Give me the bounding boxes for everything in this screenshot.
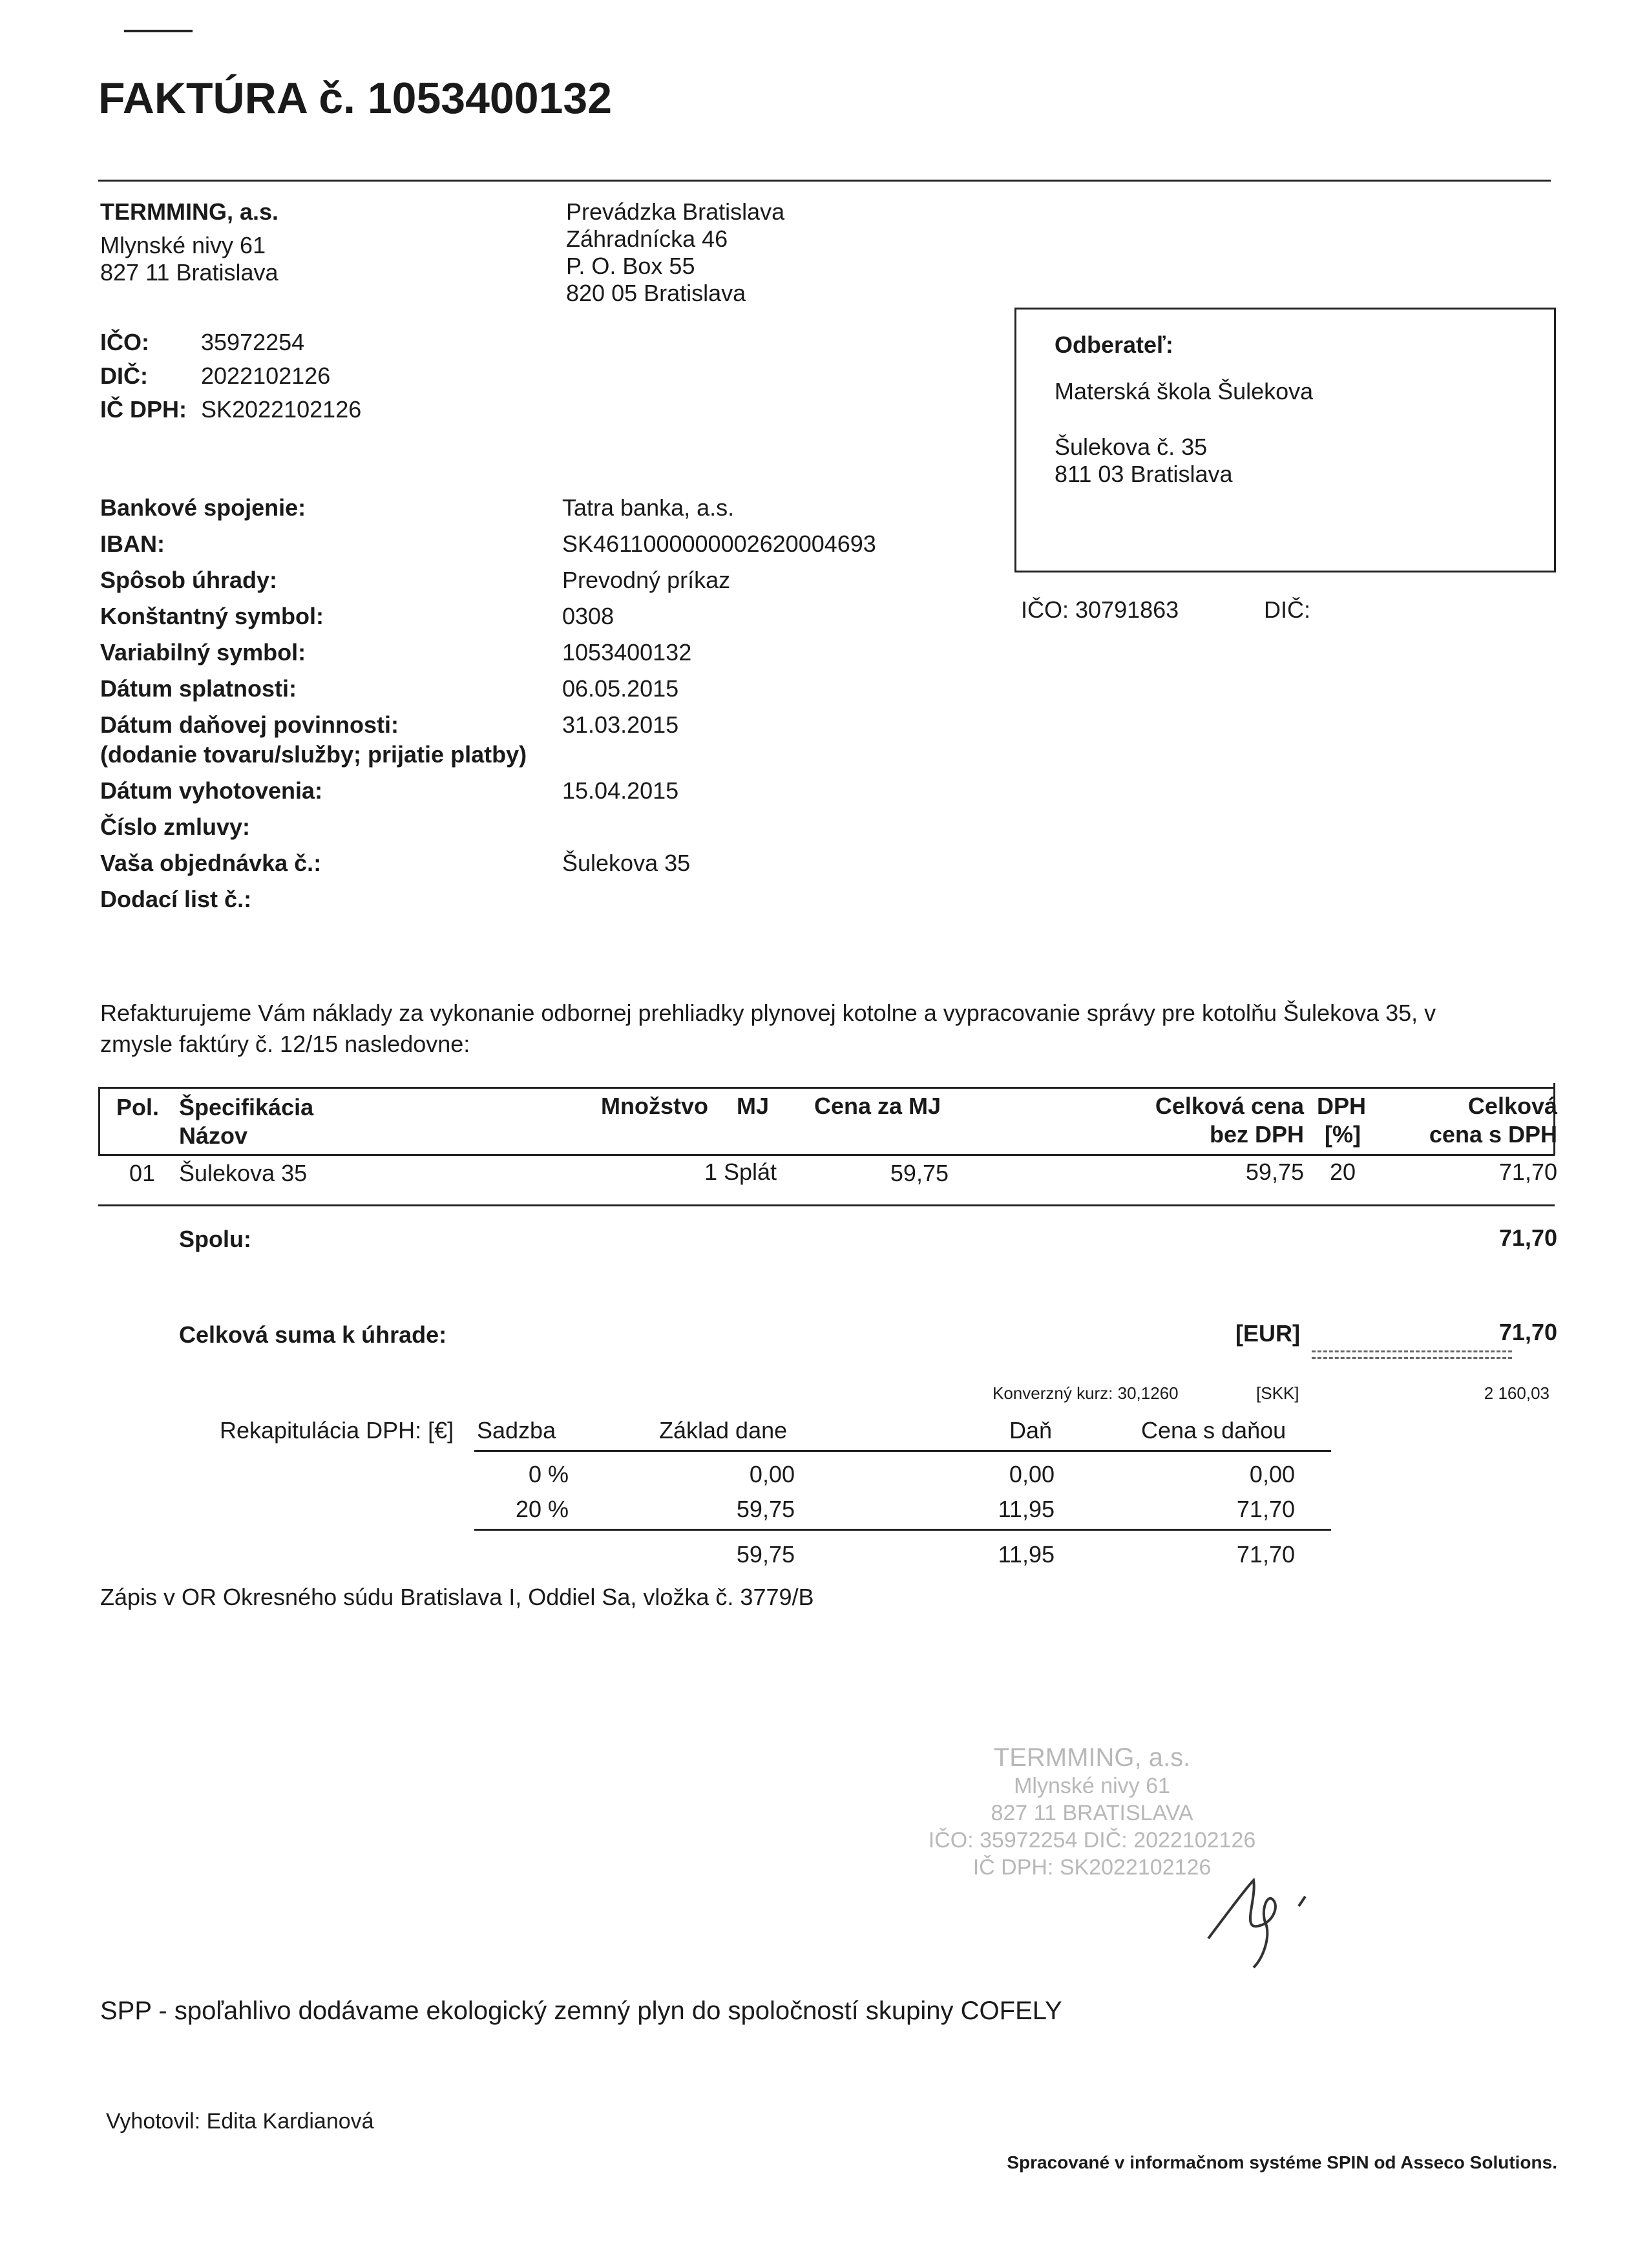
supplier-dic-label: DIČ: [100,362,148,389]
customer-dic-label: DIČ: [1264,596,1310,623]
customer-ico: IČO: 30791863 [1021,596,1179,623]
order-value: Šulekova 35 [562,850,691,876]
tax-date-label: Dátum daňovej povinnosti: [100,711,399,738]
table-header-top [98,1087,1555,1089]
method-value: Prevodný príkaz [562,567,731,593]
th-mj: MJ [737,1093,770,1119]
supplier-dic: 2022102126 [201,362,331,389]
th-spec: Špecifikácia [179,1094,314,1120]
customer-street: Šulekova č. 35 [1055,434,1208,460]
recap-gross: 71,70 [1236,1496,1295,1522]
iban-label: IBAN: [100,530,165,557]
row-mj: Splát [724,1159,777,1185]
th-price: Cena za MJ [814,1093,941,1119]
recap-label: Rekapitulácia DPH: [€] [220,1417,454,1444]
th-gross-1: Celková [1467,1093,1557,1119]
intro-line-2: zmysle faktúry č. 12/15 nasledovne: [100,1031,470,1057]
recap-base: 0,00 [749,1461,795,1487]
tax-date-note: (dodanie tovaru/služby; prijatie platby) [100,741,527,768]
header-divider [98,180,1551,182]
iban-value: SK4611000000002620004693 [562,530,876,557]
supplier-city: 827 11 Bratislava [100,259,278,286]
table-bottom-line [98,1204,1555,1206]
row-qty: 1 [704,1159,717,1185]
var-value: 1053400132 [562,639,692,666]
supplier-ico: 35972254 [201,329,305,355]
conversion-rate: Konverzný kurz: 30,1260 [993,1383,1179,1403]
recap-h-tax: Daň [1009,1417,1053,1444]
recap-gross: 0,00 [1249,1461,1295,1487]
conversion-value: 2 160,03 [1484,1383,1549,1403]
spolu-value: 71,70 [1498,1224,1557,1251]
scan-mark [124,30,193,32]
contract-label: Číslo zmluvy: [100,814,251,840]
th-qty: Množstvo [601,1093,708,1119]
supplier-icdph-label: IČ DPH: [100,396,187,423]
branch-city: 820 05 Bratislava [566,280,746,306]
sum-value: 71,70 [1498,1319,1557,1345]
table-header-bottom [98,1154,1555,1156]
row-dph: 20 [1330,1159,1356,1185]
stamp-line-4: IČO: 35972254 DIČ: 2022102126 [928,1828,1256,1853]
slogan: SPP - spoľahlivo dodávame ekologický zemný plyn do spoločností skupiny COFELY [100,1997,1062,2025]
tax-date-value: 31.03.2015 [562,711,679,738]
sum-label: Celková suma k úhrade: [179,1321,447,1348]
recap-tax: 11,95 [998,1496,1055,1522]
recap-rate: 20 % [515,1496,569,1522]
supplier-ico-label: IČO: [100,329,149,355]
delivery-label: Dodací list č.: [100,886,252,912]
registry-text: Zápis v OR Okresného súdu Bratislava I, Oddiel Sa, vložka č. 3779/B [100,1584,814,1610]
customer-city: 811 03 Bratislava [1055,461,1233,487]
supplier-name: TERMMING, a.s. [100,198,279,225]
recap-rate: 0 % [528,1461,569,1487]
intro-line-1: Refakturujeme Vám náklady za vykonanie odbornej prehliadky plynovej kotolne a vypracovanie správy pre kotolňu Šulekova 35, v [100,1000,1436,1026]
stamp-line-3: 827 11 BRATISLAVA [991,1801,1193,1825]
row-price: 59,75 [890,1160,949,1186]
supplier-street: Mlynské nivy 61 [100,232,266,258]
recap-total-tax: 11,95 [998,1541,1055,1568]
signature [1202,1861,1331,1971]
stamp-line-1: TERMMING, a.s. [993,1743,1191,1772]
invoice-title: FAKTÚRA č. 1053400132 [98,74,613,123]
spolu-label: Spolu: [179,1226,251,1252]
const-value: 0308 [562,603,614,629]
issue-label: Dátum vyhotovenia: [100,777,323,804]
th-total-2: bez DPH [1209,1121,1304,1148]
recap-total-gross: 71,70 [1236,1541,1295,1568]
th-total-1: Celková cena [1155,1093,1304,1119]
due-value: 06.05.2015 [562,675,679,702]
recap-tax: 0,00 [1009,1461,1055,1487]
method-label: Spôsob úhrady: [100,567,278,593]
supplier-icdph: SK2022102126 [201,396,362,423]
customer-name: Materská škola Šulekova [1055,378,1314,404]
var-label: Variabilný symbol: [100,639,306,666]
table-left-border [98,1087,100,1155]
branch-box: P. O. Box 55 [566,253,695,279]
recap-total-base: 59,75 [736,1541,795,1568]
th-pol: Pol. [116,1094,160,1120]
sum-underline [1312,1350,1512,1352]
recap-base: 59,75 [736,1496,795,1522]
recap-header-line [474,1450,1331,1452]
issue-value: 15.04.2015 [562,777,679,804]
conversion-currency: [SKK] [1256,1383,1299,1403]
const-label: Konštantný symbol: [100,603,324,629]
bank-label: Bankové spojenie: [100,494,306,521]
th-dph-2: [%] [1325,1121,1361,1148]
recap-total-line [474,1529,1331,1531]
sum-underline-2 [1312,1357,1512,1359]
th-name: Názov [179,1122,248,1149]
row-total: 59,75 [1245,1159,1304,1185]
row-pol: 01 [129,1160,156,1186]
customer-label: Odberateľ: [1055,331,1173,358]
order-label: Vaša objednávka č.: [100,850,322,876]
recap-h-base: Základ dane [659,1417,788,1444]
row-name: Šulekova 35 [179,1160,308,1186]
recap-h-rate: Sadzba [477,1417,556,1444]
prepared-by: Vyhotovil: Edita Kardianová [106,2109,374,2134]
th-gross-2: cena s DPH [1429,1121,1557,1148]
branch-street: Záhradnícka 46 [566,226,728,252]
bank-value: Tatra banka, a.s. [562,494,735,521]
footer-note: Spracované v informačnom systéme SPIN od Asseco Solutions. [1007,2152,1557,2172]
branch-name: Prevádzka Bratislava [566,198,785,225]
stamp-line-5: IČ DPH: SK2022102126 [972,1855,1212,1880]
row-gross: 71,70 [1498,1159,1557,1185]
th-dph-1: DPH [1317,1093,1367,1119]
sum-currency: [EUR] [1235,1320,1300,1347]
stamp-line-2: Mlynské nivy 61 [1014,1774,1170,1798]
due-label: Dátum splatnosti: [100,675,297,702]
recap-h-gross: Cena s daňou [1141,1417,1287,1444]
